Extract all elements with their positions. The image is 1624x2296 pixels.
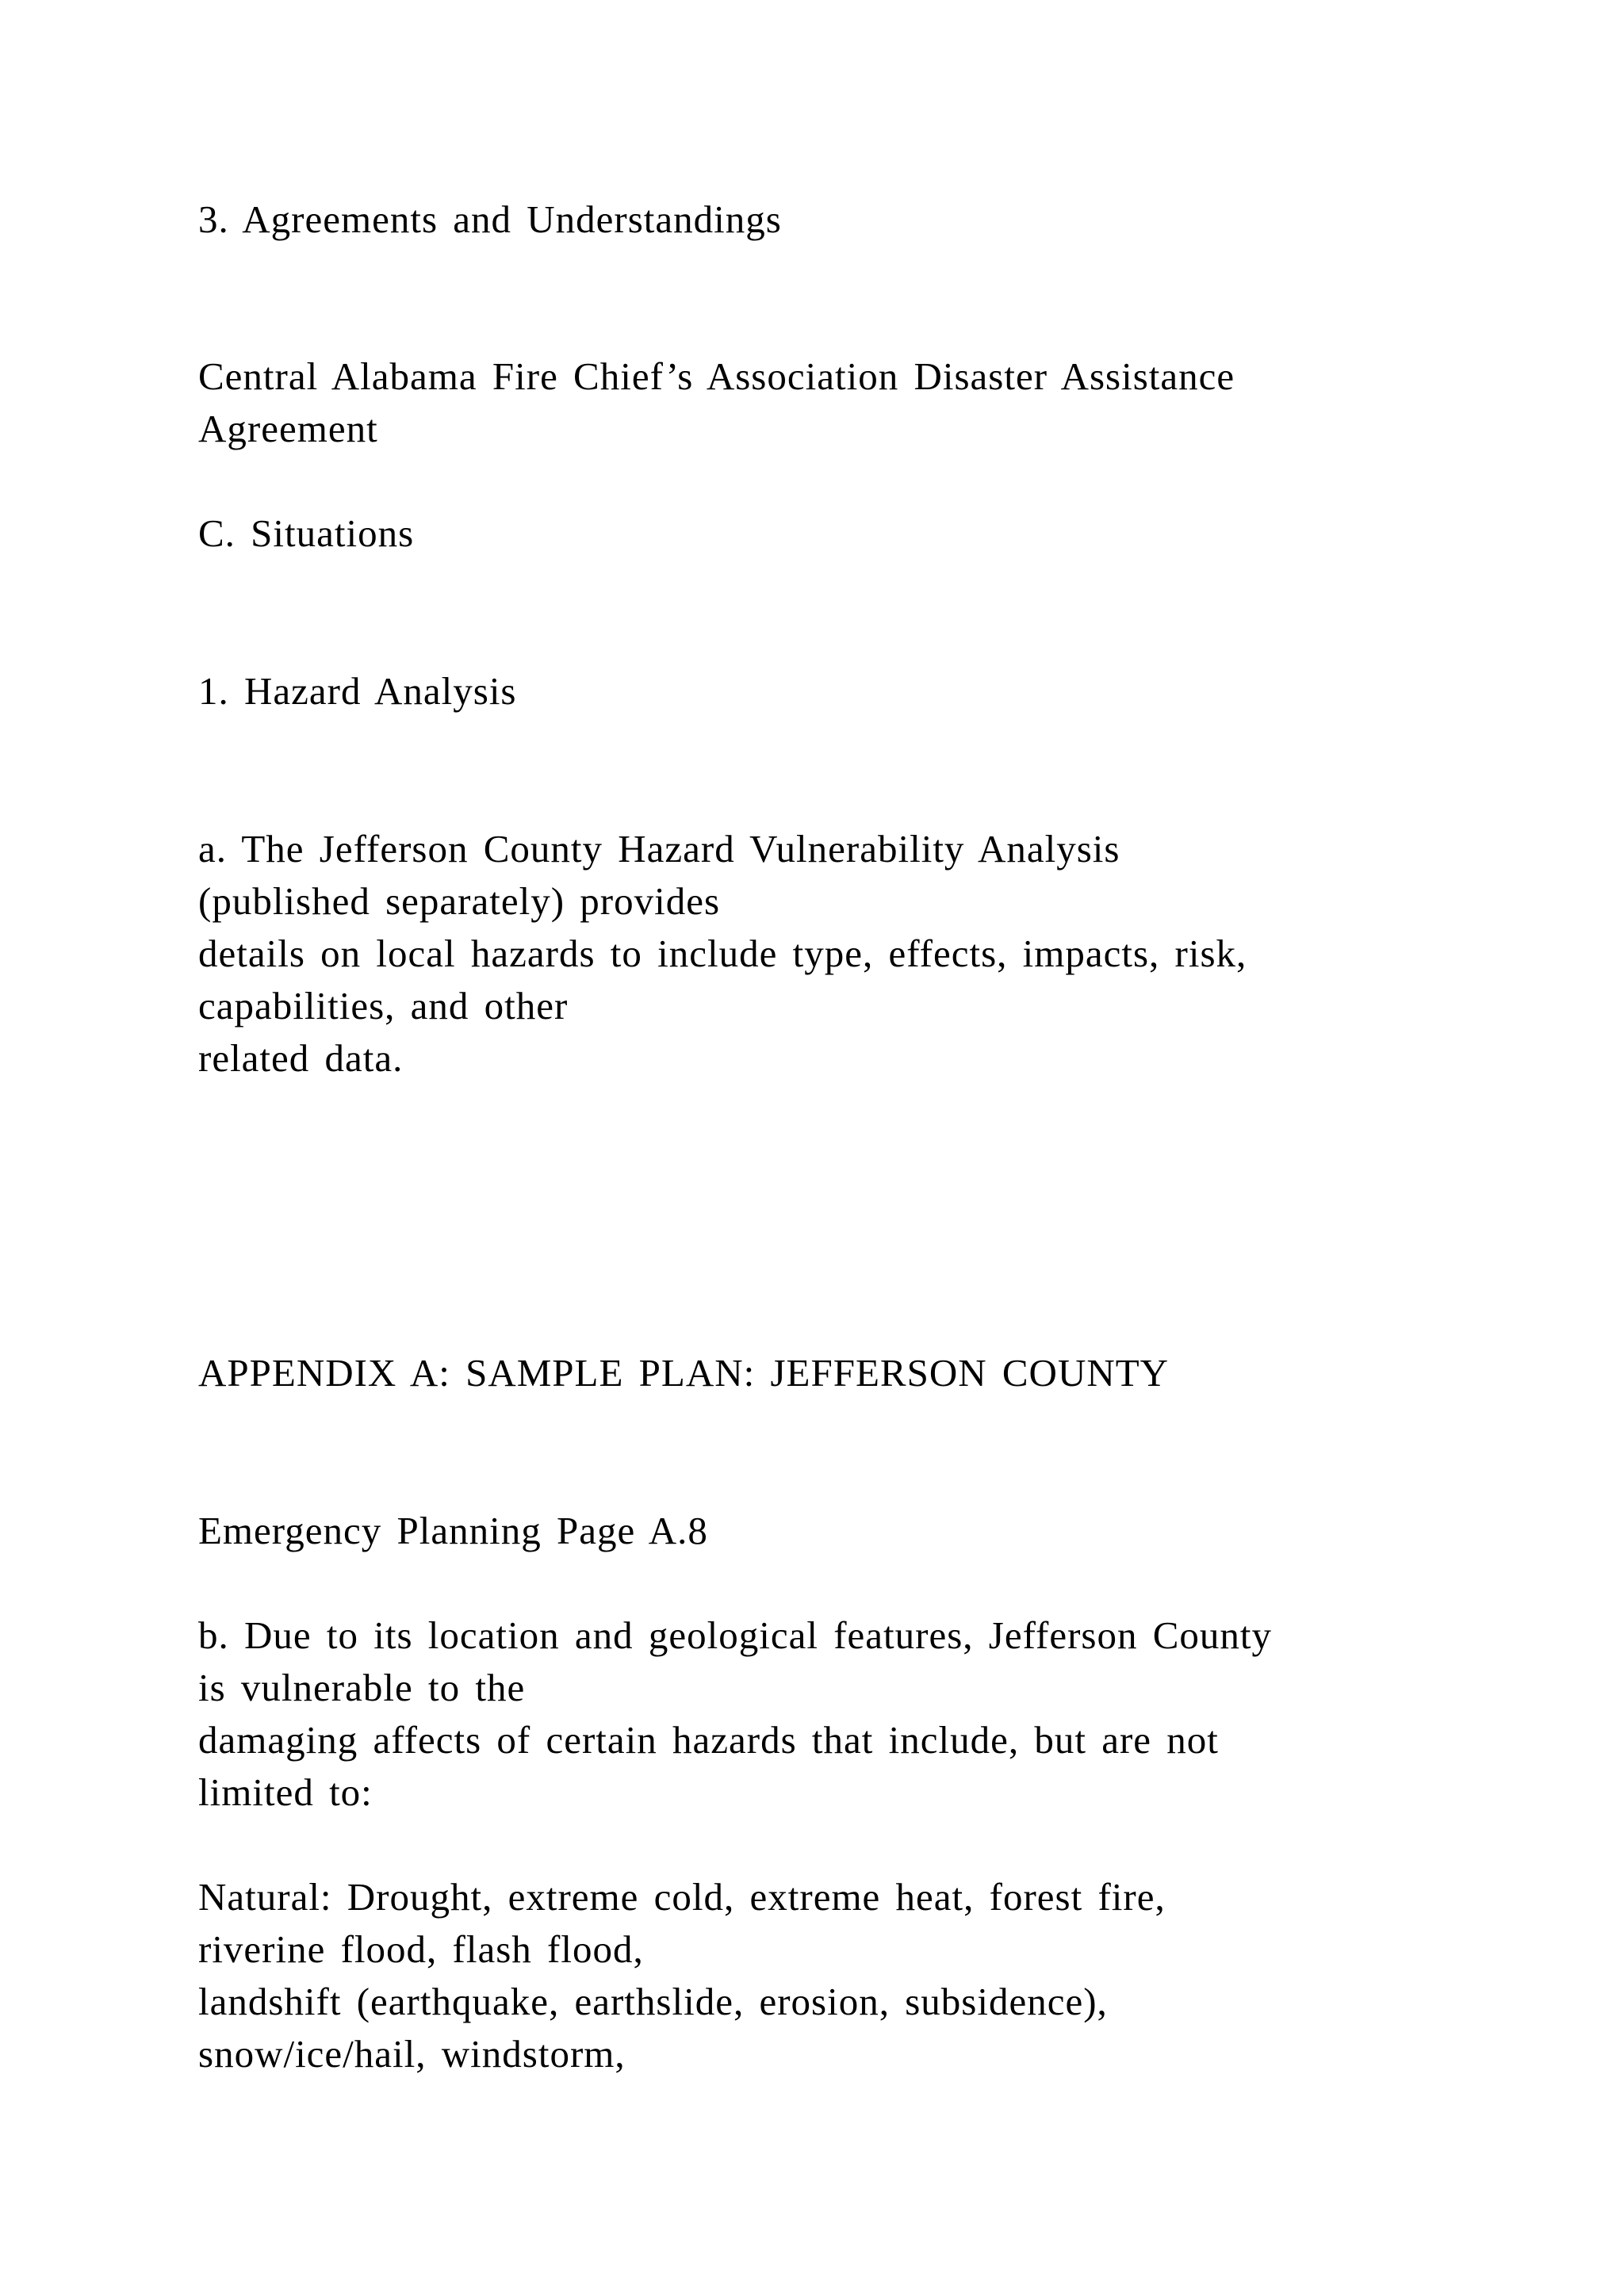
paragraph-a-line-3: details on local hazards to include type, effects, impacts, risk,: [198, 932, 1247, 975]
paragraph-a-line-2: (published separately) provides: [198, 879, 721, 923]
natural-hazards-line-3: landshift (earthquake, earthslide, erosion, subsidence),: [198, 1980, 1108, 2023]
natural-hazards-line-4: snow/ice/hail, windstorm,: [198, 2032, 626, 2076]
natural-hazards-line-2: riverine flood, flash flood,: [198, 1927, 644, 1971]
agreement-title-line-1: Central Alabama Fire Chief’s Association Disaster Assistance: [198, 354, 1235, 398]
paragraph-a-line-1: a. The Jefferson County Hazard Vulnerability Analysis: [198, 827, 1120, 871]
section-heading-situations: C. Situations: [198, 511, 415, 555]
agreement-title-line-2: Agreement: [198, 407, 378, 450]
paragraph-b-line-3: damaging affects of certain hazards that include, but are not: [198, 1718, 1219, 1762]
paragraph-b-line-2: is vulnerable to the: [198, 1666, 526, 1709]
appendix-heading: APPENDIX A: SAMPLE PLAN: JEFFERSON COUNTY: [198, 1351, 1170, 1395]
paragraph-b-line-4: limited to:: [198, 1770, 373, 1814]
page-label: Emergency Planning Page A.8: [198, 1509, 708, 1552]
paragraph-a-line-4: capabilities, and other: [198, 984, 569, 1027]
natural-hazards-line-1: Natural: Drought, extreme cold, extreme heat, forest fire,: [198, 1875, 1166, 1919]
section-heading-agreements: 3. Agreements and Understandings: [198, 197, 782, 241]
subsection-heading-hazard: 1. Hazard Analysis: [198, 669, 517, 713]
paragraph-a-line-5: related data.: [198, 1036, 404, 1080]
paragraph-b-line-1: b. Due to its location and geological features, Jefferson County: [198, 1613, 1273, 1657]
